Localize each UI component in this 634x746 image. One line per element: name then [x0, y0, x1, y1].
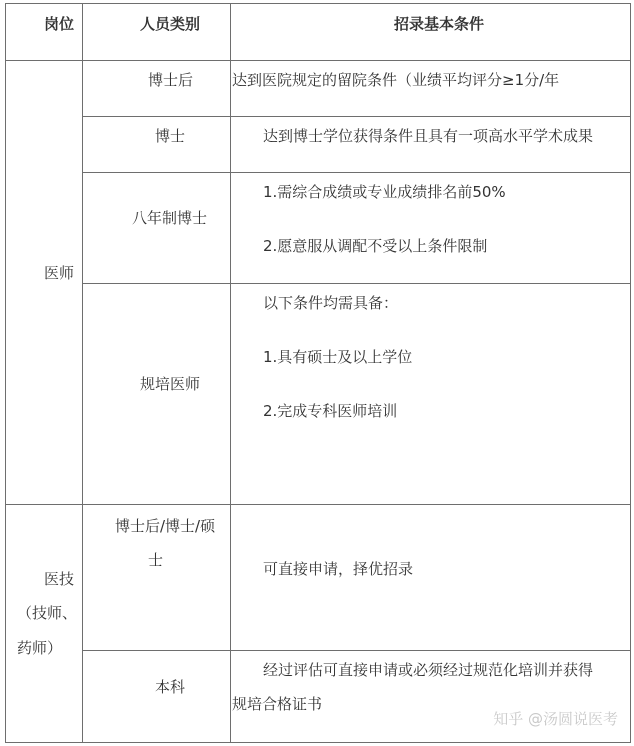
category-phd: 博士: [155, 127, 186, 145]
category-bachelor: 本科: [155, 678, 186, 696]
row-divider-5: [82, 650, 631, 651]
table-border-bottom: [5, 742, 631, 743]
condition-eight-year-phd-2: 2.愿意服从调配不受以上条件限制: [263, 237, 488, 255]
condition-bachelor-1: 经过评估可直接申请或必须经过规范化培训并获得: [263, 661, 594, 679]
row-divider-2: [82, 172, 631, 173]
position-physician: 医师: [44, 264, 75, 282]
condition-postdoc: 达到医院规定的留院条件（业绩平均评分≥1分/年: [232, 71, 560, 89]
condition-eight-year-phd-1: 1.需综合成绩或专业成绩排名前50%: [263, 183, 506, 201]
header-conditions: 招录基本条件: [394, 15, 485, 33]
header-position: 岗位: [44, 15, 75, 33]
row-divider-3: [82, 283, 631, 284]
category-postdoc-phd-master-1: 博士后/博士/硕: [115, 517, 216, 535]
column-divider-1: [82, 3, 83, 743]
group-divider: [5, 504, 631, 505]
table-border-left: [5, 3, 6, 743]
condition-resident-3: 2.完成专科医师培训: [263, 402, 398, 420]
watermark: 知乎 @汤圆说医考: [493, 710, 618, 728]
table-border-right: [630, 3, 631, 743]
condition-postdoc-phd-master: 可直接申请，择优招录: [263, 560, 414, 578]
row-divider-1: [82, 116, 631, 117]
header-divider: [5, 60, 631, 61]
position-medtech-line-2: （技师、: [17, 604, 78, 622]
category-eight-year-phd: 八年制博士: [132, 209, 208, 227]
position-medtech-line-3: 药师）: [17, 639, 63, 657]
header-category: 人员类别: [140, 15, 201, 33]
condition-resident-1: 以下条件均需具备：: [263, 294, 399, 312]
condition-bachelor-2: 规培合格证书: [232, 695, 323, 713]
position-medtech-line-1: 医技: [44, 570, 75, 588]
category-resident: 规培医师: [140, 375, 201, 393]
condition-resident-2: 1.具有硕士及以上学位: [263, 348, 413, 366]
category-postdoc-phd-master-2: 士: [148, 551, 164, 569]
category-postdoc: 博士后: [148, 71, 194, 89]
condition-phd: 达到博士学位获得条件且具有一项高水平学术成果: [263, 127, 594, 145]
table-border-top: [5, 3, 631, 4]
column-divider-2: [230, 3, 231, 743]
